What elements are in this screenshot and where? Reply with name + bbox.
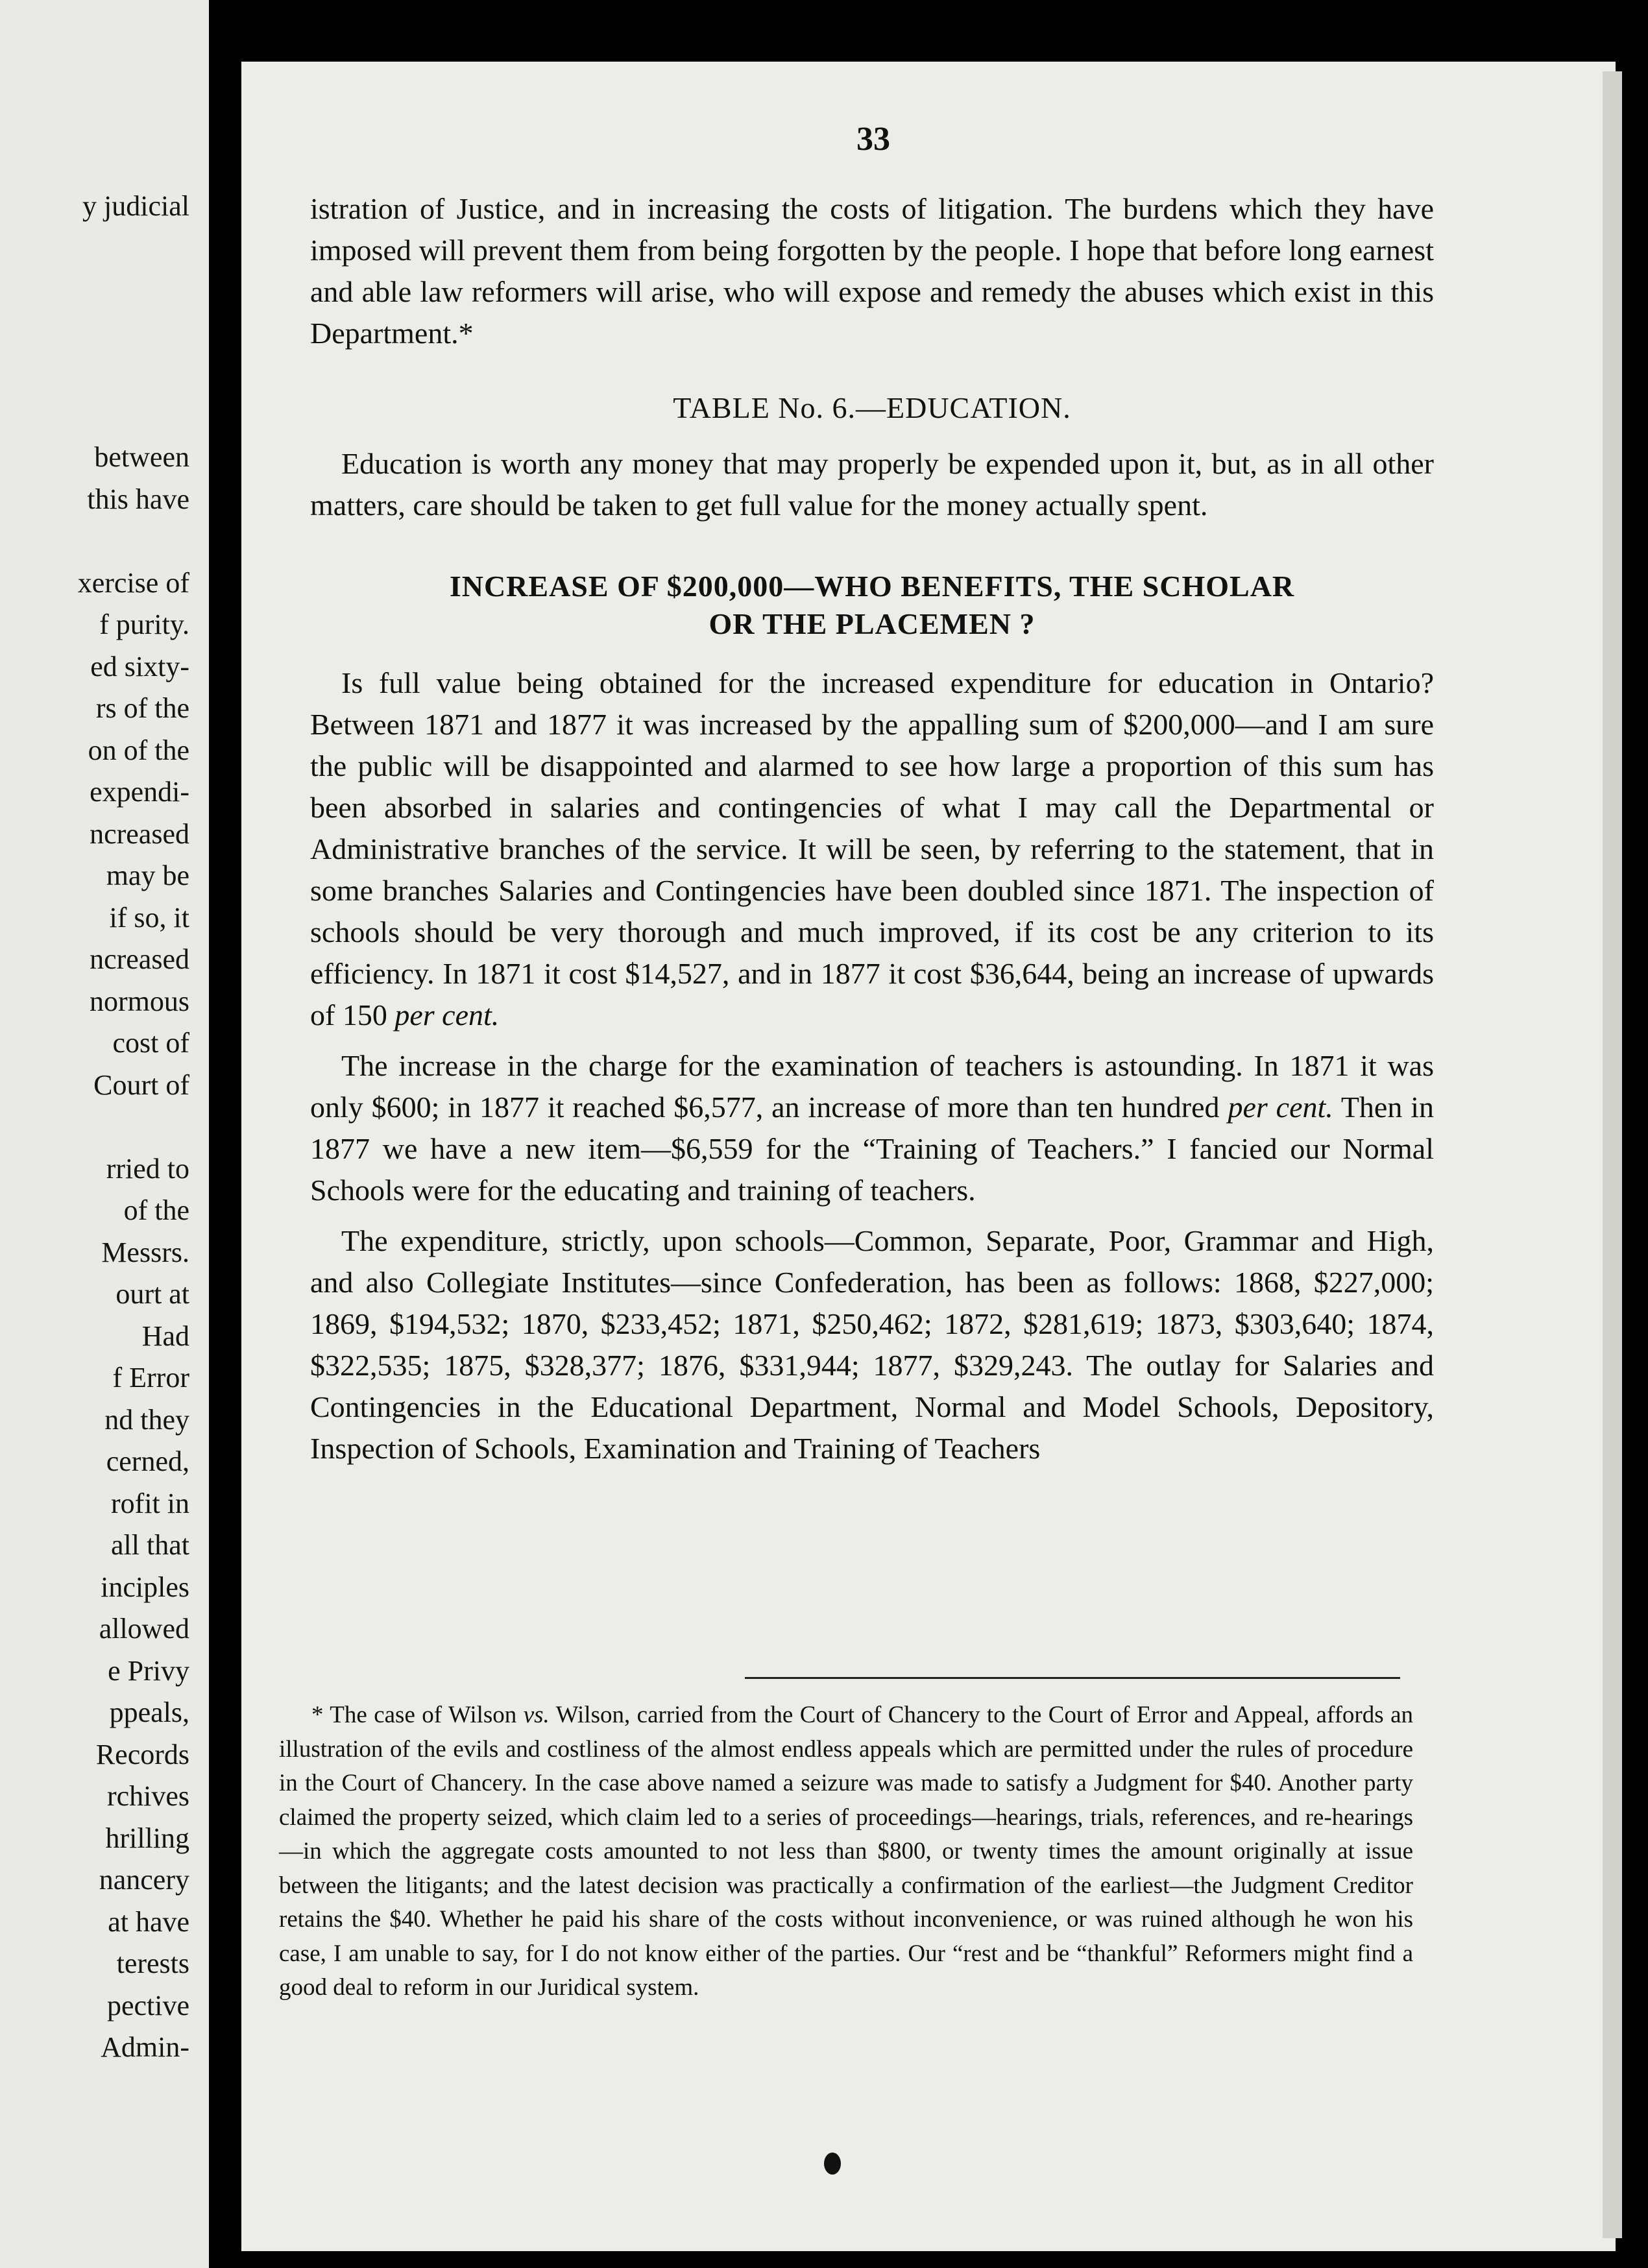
- left-page-line: expendi-: [90, 776, 189, 808]
- main-text-block: [310, 188, 1434, 1469]
- left-page-line: f Error: [112, 1362, 189, 1393]
- left-page-line: rchives: [106, 1780, 189, 1812]
- footnote-rule: [745, 1677, 1400, 1679]
- left-page-line: rs of the: [95, 692, 189, 724]
- body-paragraph-1-italic: per cent.: [394, 998, 500, 1031]
- section-heading: [310, 568, 1434, 643]
- section-heading-line-2: OR THE PLACEMEN ?: [709, 607, 1036, 640]
- page-number: 33: [856, 121, 890, 158]
- left-page-line: terests: [116, 1948, 189, 1979]
- left-page-line: hrilling: [105, 1822, 189, 1854]
- left-page-line: ourt at: [115, 1278, 189, 1310]
- left-page-line: nancery: [99, 1864, 189, 1896]
- book-gutter: [209, 0, 241, 2268]
- left-page-line: of the: [123, 1194, 189, 1226]
- left-page-line: ncreased: [90, 943, 189, 975]
- left-page-line: if so, it: [109, 901, 189, 934]
- left-page-line: ncreased: [90, 817, 189, 850]
- left-page-line: Court of: [93, 1068, 189, 1101]
- left-page-line: Records: [95, 1738, 189, 1770]
- left-page-line: allowed: [99, 1613, 189, 1645]
- left-page-line: y judicial: [82, 190, 189, 222]
- left-page-line: ed sixty-: [90, 650, 189, 682]
- body-paragraph-2: [310, 1045, 1434, 1211]
- body-paragraph-1: [310, 662, 1434, 1036]
- left-page-line: normous: [90, 985, 189, 1017]
- left-page-line: Had: [141, 1320, 189, 1352]
- left-page-line: between: [94, 441, 189, 473]
- left-page-line: rried to: [106, 1152, 189, 1185]
- left-page-line: cost of: [112, 1027, 189, 1059]
- footnote-italic: vs.: [523, 1702, 550, 1728]
- left-page-line: cerned,: [106, 1445, 189, 1477]
- left-page-line: all that: [111, 1529, 189, 1561]
- left-page-line: nd they: [104, 1403, 189, 1436]
- body-paragraph-2-text-a: The increase in the charge for the examination of teachers is astounding. In 1871 it was only $600; in 1877 it reached $6,577, an increase of more than ten hundred: [310, 1049, 1434, 1124]
- page-edge: [1603, 71, 1622, 2238]
- section-heading-line-1: INCREASE OF $200,000—WHO BENEFITS, THE SCHOLAR: [449, 570, 1295, 603]
- left-page-line: f purity.: [99, 609, 189, 640]
- education-paragraph: Education is worth any money that may properly be expended upon it, but, as in all other matters, care should be taken to get full value for the money actually spent.: [310, 447, 1434, 522]
- body-paragraph-3: The expenditure, strictly, upon schools—Common, Separate, Poor, Grammar and High, and also Collegiate Institutes—since Confederation, has been as follows: 1868, $227,000; 1869, $194,532; 1870, $233,452; 1871, $250,462; 1872, $281,619; 1873, $303,640; 1874, $322,535; 1875, $328,377; 1876, $331,944; 1877, $329,243. The outlay for Salaries and Contingencies in the Educational Department, Normal and Model Schools, Depository, Inspection of Schools, Examination and Training of Teachers: [310, 1224, 1434, 1465]
- footnote-text-a: * The case of Wilson: [311, 1702, 517, 1728]
- left-page-line: pective: [106, 1989, 189, 2021]
- left-page-line: e Privy: [108, 1654, 189, 1687]
- ink-spot-mark: [824, 2153, 841, 2175]
- footnote: [279, 1698, 1413, 2005]
- body-paragraph-2-italic: per cent.: [1228, 1091, 1333, 1124]
- body-paragraph-2-text-b: Then in 1877 we have a new item—$6,559 for the “Training of Teachers.” I fancied our Normal Schools were for the educating and training of teachers.: [310, 1091, 1435, 1207]
- left-page-line: xercise of: [77, 566, 189, 599]
- body-paragraph-1-text: Is full value being obtained for the increased expenditure for education in Ontario? Between 1871 and 1877 it was increased by the appalling sum of $200,000—and I am sure the public will be disappointed and alarmed to see how large a proportion of this sum has been absorbed in salaries and contingencies of what I may call the Departmental or Administrative branches of the service. It will be seen, by referring to the statement, that in some branches Salaries and Contingencies have been doubled since 1871. The inspection of schools should be very thorough and much improved, if its cost be any criterion to its efficiency. In 1871 it cost $14,527, and in 1877 it cost $36,644, being an increase of upwards of 150: [310, 666, 1434, 1031]
- left-page-fragment: [0, 0, 209, 2268]
- left-page-line: on of the: [88, 734, 189, 766]
- left-page-line: Admin-: [101, 2031, 189, 2063]
- left-page-line: this have: [87, 483, 189, 515]
- left-page-line: inciples: [101, 1571, 189, 1603]
- left-page-line: Messrs.: [101, 1236, 189, 1268]
- left-page-line: ppeals,: [109, 1696, 189, 1728]
- opening-paragraph: istration of Justice, and in increasing the costs of litigation. The burdens which they have imposed will prevent them from being forgotten by the people. I hope that before long earnest and able law reformers will arise, who will expose and remedy the abuses which exist in this Department.*: [310, 192, 1434, 350]
- table-heading: TABLE No. 6.—EDUCATION.: [673, 391, 1071, 424]
- left-page-line: rofit in: [111, 1487, 189, 1519]
- left-page-line: may be: [106, 860, 189, 891]
- left-page-line: at have: [108, 1905, 189, 1938]
- footnote-text-b: Wilson, carried from the Court of Chancery to the Court of Error and Appeal, affords an illustration of the evils and costliness of the almost endless appeals which are permitted under the rules of procedure in the Court of Chancery. In the case above named a seizure was made to satisfy a Judgment for $40. Another party claimed the property seized, which claim led to a series of proceedings—hearings, trials, references, and re-hearings—in which the aggregate costs amounted to not less than $800, or twenty times the amount originally at issue between the litigants; and the latest decision was practically a confirmation of the earliest—the Judgment Creditor retains the $40. Whether he paid his share of the costs without inconvenience, or was ruined although he won his case, I am unable to say, for I do not know either of the parties. Our “rest and be “thankful” Reformers might find a good deal to reform in our Juridical system.: [279, 1702, 1414, 2001]
